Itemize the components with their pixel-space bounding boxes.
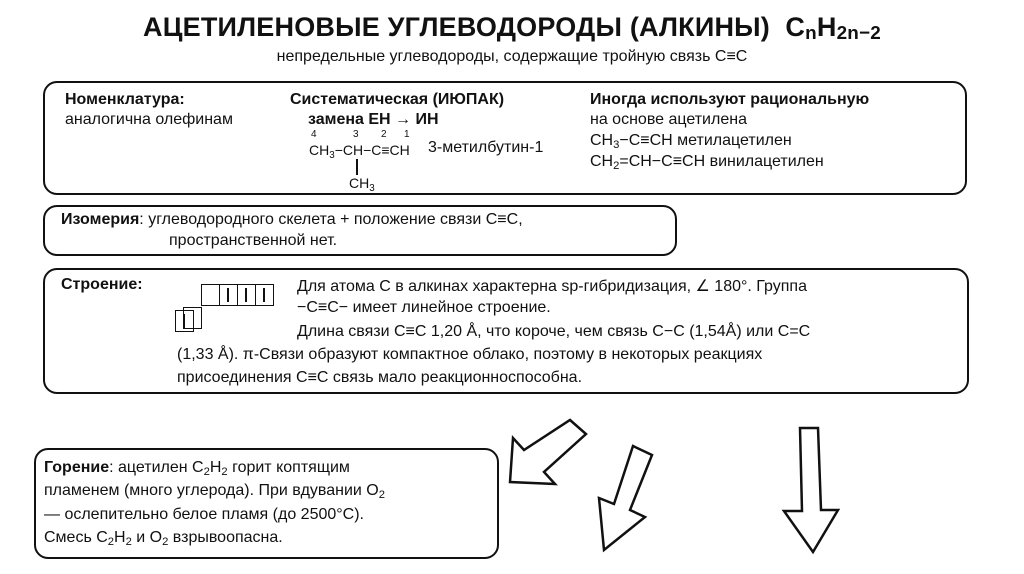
nomenclature-box	[43, 81, 967, 195]
systematic-title: Систематическая (ИЮПАК)	[290, 91, 505, 108]
page-title: АЦЕТИЛЕНОВЫЕ УГЛЕВОДОРОДЫ (АЛКИНЫ) $C_nH_{2n-2}$	[143, 12, 881, 44]
page-subtitle: непредельные углеводороды, содержащие тройную связь C≡C	[276, 48, 748, 65]
systematic-rule: замена ЕН → ИН	[308, 111, 439, 128]
carbon-number-4: 4	[311, 129, 317, 140]
orbital-cell	[175, 310, 194, 332]
combustion-line-1: Горение: ацетилен $C_2H_2$ горит коптящим	[44, 459, 350, 478]
structure-label: Строение:	[61, 276, 143, 293]
structure-line-5: присоединения C≡C связь мало реакционноспособна.	[177, 369, 583, 386]
combustion-box	[34, 448, 499, 559]
orbital-cell	[201, 284, 220, 306]
carbon-number-1: 1	[404, 129, 410, 140]
rational-example-1: $CH_3-C\equiv CH$ метилацетилен	[590, 132, 792, 151]
structure-line-1: Для атома C в алкинах характерна sp-гибридизация, ∠ 180°. Группа	[297, 278, 807, 295]
structural-chain: $CH_3-CH-C\equiv CH$	[309, 142, 410, 161]
rational-title: Иногда используют рациональную	[590, 91, 870, 108]
arrow-left-down-icon	[510, 420, 586, 484]
structure-box	[43, 268, 969, 394]
arrow-down-icon	[784, 428, 838, 552]
arrow-down-left-icon	[599, 446, 652, 550]
structure-line-2: −C≡C− имеет линейное строение.	[297, 299, 551, 316]
structural-branch: $CH_3$	[349, 175, 375, 194]
isomerism-line-2: пространственной нет.	[169, 232, 338, 249]
combustion-line-3: — ослепительно белое пламя (до 2500°C).	[44, 506, 364, 523]
orbital-cell	[255, 284, 274, 306]
carbon-number-3: 3	[353, 129, 359, 140]
structure-line-4: (1,33 Å). π-Связи образуют компактное облако, поэтому в некоторых реакциях	[177, 346, 763, 363]
orbital-cell	[219, 284, 238, 306]
nomenclature-desc: аналогична олефинам	[65, 111, 233, 128]
compound-name: 3-метилбутин-1	[428, 139, 544, 156]
nomenclature-label: Номенклатура:	[65, 91, 185, 108]
isomerism-line-1: Изомерия: углеводородного скелета + положение связи C≡C,	[61, 211, 523, 228]
carbon-number-2: 2	[381, 129, 387, 140]
structure-line-3: Длина связи C≡C 1,20 Å, что короче, чем связь C−C (1,54Å) или C=C	[297, 323, 811, 340]
rational-example-2: $CH_2=CH-C\equiv CH$ винилацетилен	[590, 153, 824, 172]
orbital-cell	[237, 284, 256, 306]
general-formula: $C_nH_{2n-2}$	[785, 12, 881, 44]
isomerism-box	[43, 205, 677, 256]
combustion-line-4: Смесь $C_2H_2$ и $O_2$ взрывоопасна.	[44, 529, 283, 548]
rational-sub: на основе ацетилена	[590, 111, 747, 128]
combustion-line-2: пламенем (много углерода). При вдувании $O_2$	[44, 482, 385, 501]
